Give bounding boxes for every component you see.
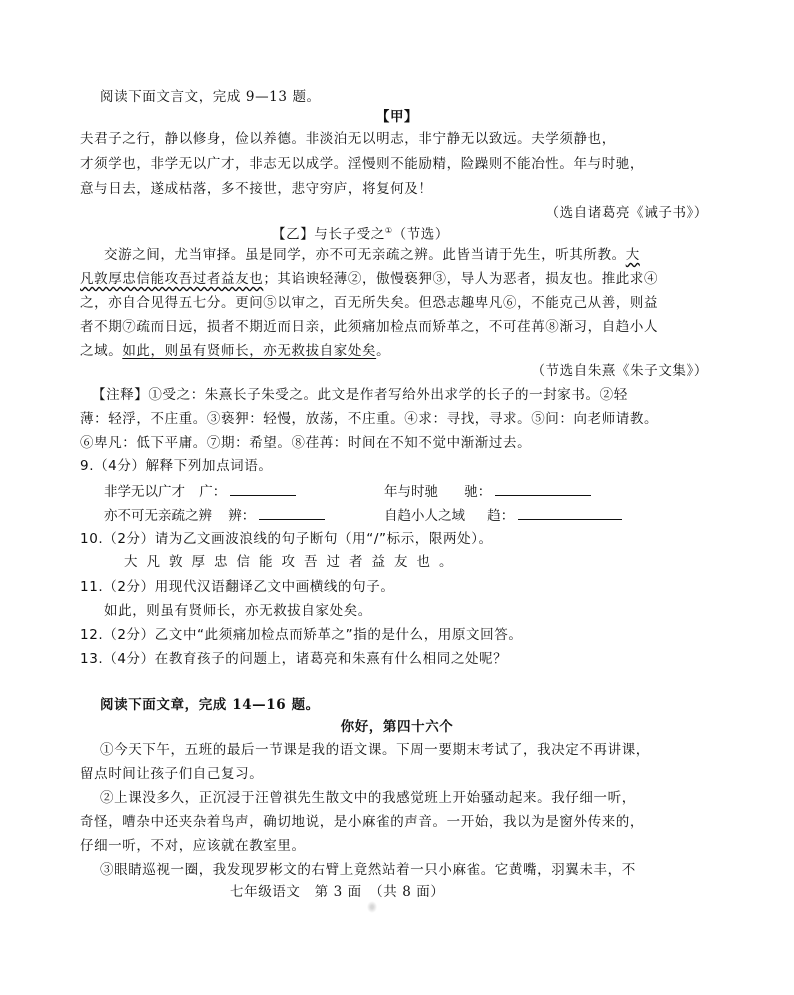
p3-line-1: ③眼睛巡视一圈，我发现罗彬文的右臂上竟然站着一只小麻雀。它黄嘴，羽翼未丰，不 — [100, 862, 636, 878]
q9-answer-blank-2[interactable] — [495, 481, 591, 496]
yi-line-1-wavy: 大 — [625, 247, 640, 263]
q9-item-2-phrase: 年与时驰 — [384, 484, 438, 500]
p2-line-3: 仔细一听，不对，应该就在教室里。 — [80, 838, 306, 854]
jia-title: 【甲】 — [375, 109, 419, 125]
p2-line-1: ②上课没多久，正沉浸于汪曾祺先生散文中的我感觉班上开始骚动起来。我仔细一听， — [100, 790, 636, 806]
p1-line-1: ①今天下午，五班的最后一节课是我的语文课。下周一要期末考试了，我决定不再讲课， — [100, 742, 650, 758]
q12-stem: 12.（2分）乙文中“此须痛加检点而矫革之”指的是什么，用原文回答。 — [80, 627, 523, 643]
yi-line-5-underlined: 如此，则虽有贤师长，亦无救拔自家处矣 — [122, 343, 377, 359]
jia-line-1: 夫君子之行，静以修身，俭以养德。非淡泊无以明志，非宁静无以致远。夫学须静也， — [80, 131, 616, 147]
yi-line-5-end: 。 — [376, 343, 391, 359]
yi-line-2 — [80, 270, 658, 288]
q9-item-2-word: 驰： — [464, 484, 492, 500]
q9-item-3 — [104, 505, 325, 525]
jia-line-3: 意与日去，遂成枯落，多不接世，悲守穷庐，将复何及！ — [80, 181, 433, 197]
q9-answer-blank-1[interactable] — [230, 481, 296, 496]
q13-stem: 13.（4分）在教育孩子的问题上，诸葛亮和朱熹有什么相同之处呢？ — [80, 651, 508, 667]
q9-item-4 — [384, 505, 622, 525]
q11-stem: 11.（2分）用现代汉语翻译乙文中画横线的句子。 — [80, 579, 395, 595]
yi-line-1 — [104, 246, 640, 264]
q9-item-2 — [384, 481, 591, 501]
q10-sentence: 大凡敦厚忠信能攻吾过者益友也。 — [124, 554, 462, 570]
p2-line-2: 奇怪，嘈杂中还夹杂着鸟声，确切地说，是小麻雀的声音。一开始，我以为是窗外传来的， — [80, 814, 644, 830]
notes-line-2: 薄：轻浮，不庄重。③亵狎：轻慢，放荡，不庄重。④求：寻找，寻求。⑤问：向老师请教。 — [80, 411, 659, 427]
q9-item-3-phrase: 亦不可无亲疏之辨 — [104, 508, 212, 524]
yi-line-2-wavy: 凡敦厚忠信能攻吾过者益友也 — [80, 271, 264, 287]
q9-item-1-phrase: 非学无以广才 — [104, 484, 185, 500]
yi-line-1-text: 交游之间，尤当审择。虽是同学，亦不可无亲疏之辨。此皆当请于先生，听其所教。 — [104, 247, 626, 263]
q9-item-1 — [104, 481, 296, 501]
yi-line-5 — [80, 342, 390, 360]
yi-title-suffix: （节选） — [392, 226, 449, 243]
q9-stem: 9.（4分）解释下列加点词语。 — [80, 458, 273, 474]
yi-line-4: 者不期⑦疏而日远，损者不期近而日亲，此须痛加检点而矫革之，不可荏苒⑧渐习，自趋小人 — [80, 319, 659, 335]
article-title: 你好，第四十六个 — [340, 719, 454, 735]
q9-answer-blank-4[interactable] — [518, 505, 622, 520]
notes-line-1: 【注释】①受之：朱熹长子朱受之。此文是作者写给外出求学的长子的一封家书。②轻 — [92, 387, 628, 403]
p1-line-2: 留点时间让孩子们自己复习。 — [80, 766, 264, 782]
q9-item-1-word: 广： — [199, 484, 227, 500]
yi-title-note-mark: ① — [384, 226, 393, 235]
jia-line-2: 才须学也，非学无以广才，非志无以成学。淫慢则不能励精，险躁则不能冶性。年与时驰， — [80, 156, 644, 172]
section1-intro: 阅读下面文言文，完成 9—13 题。 — [100, 89, 321, 105]
q9-answer-blank-3[interactable] — [259, 505, 325, 520]
yi-line-2-text: ；其谄谀轻薄②，傲慢亵狎③，导人为恶者，损友也。推此求④ — [263, 271, 659, 287]
yi-line-5-text: 之域。 — [80, 343, 123, 359]
yi-title-text: 【乙】与长子受之 — [272, 226, 385, 243]
page-footer: 七年级语文 第 3 面 （共 8 面） — [230, 884, 445, 900]
section2-intro: 阅读下面文章，完成 14—16 题。 — [100, 697, 320, 713]
yi-title — [272, 222, 449, 244]
q11-sentence: 如此，则虽有贤师长，亦无救拔自家处矣。 — [104, 603, 372, 619]
q9-item-4-word: 趋： — [487, 508, 515, 524]
jia-source: （选自诸葛亮《诫子书》） — [545, 205, 708, 221]
notes-line-3: ⑥卑凡：低下平庸。⑦期：希望。⑧荏苒：时间在不知不觉中渐渐过去。 — [80, 435, 532, 451]
scan-smudge — [366, 900, 378, 914]
yi-line-3: 之，亦自合见得五七分。更问⑤以审之，百无所失矣。但恐志趣卑凡⑥，不能克己从善，则益 — [80, 295, 659, 311]
yi-source: （节选自朱熹《朱子文集》） — [531, 363, 708, 379]
q10-stem: 10.（2分）请为乙文画波浪线的句子断句（用“/”标示，限两处）。 — [80, 531, 493, 547]
q9-item-3-word: 辨： — [228, 508, 256, 524]
q9-item-4-phrase: 自趋小人之域 — [384, 508, 465, 524]
